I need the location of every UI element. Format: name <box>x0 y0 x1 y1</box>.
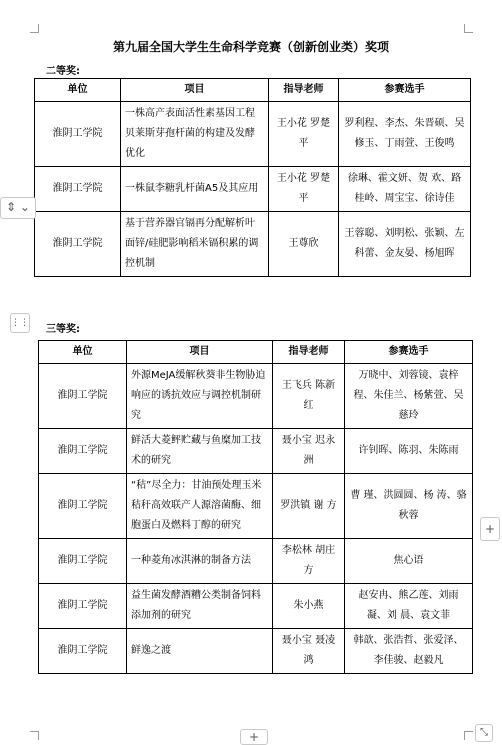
cell-players: 万晓中、刘蓉镜、袁梓程、朱佳兰、杨紫萱、吴慈玲 <box>345 364 473 429</box>
cell-teacher: 王尊欣 <box>269 212 339 277</box>
cell-unit: 淮阴工学院 <box>39 584 127 629</box>
table-row <box>39 364 473 429</box>
second-prize-table <box>34 78 471 277</box>
cell-unit: 淮阴工学院 <box>35 167 121 212</box>
cell-players: 罗利程、李杰、朱晋硕、吴修玉、丁雨萱、王俊鸣 <box>339 102 471 167</box>
cell-players: 王蓉聪、刘明松、张颖、左科蕾、金友晏、杨旭晖 <box>339 212 471 277</box>
plus-icon: + <box>248 730 260 744</box>
second-prize-label: 二等奖: <box>46 66 80 77</box>
cell-unit: 淮阴工学院 <box>39 364 127 429</box>
header-project: 项目 <box>127 341 273 364</box>
cell-project: 一株高产表面活性素基因工程贝莱斯芽孢杆菌的构建及发酵优化 <box>121 102 269 167</box>
cell-teacher: 王小花 罗楚平 <box>269 102 339 167</box>
cell-teacher: 李松林 胡庄方 <box>273 539 345 584</box>
cell-players: 韩歆、张浩哲、张爱泽、李佳骏、赵毅凡 <box>345 629 473 674</box>
table-row <box>35 212 471 277</box>
table-row <box>39 539 473 584</box>
resize-corner-icon: ⤡ <box>480 727 488 738</box>
cell-players: 焦心语 <box>345 539 473 584</box>
table-header-row <box>39 341 473 364</box>
plus-icon: + <box>484 522 496 536</box>
header-project: 项目 <box>121 79 269 102</box>
document-title: 第九届全国大学生生命科学竞赛（创新创业类）奖项 <box>112 40 389 54</box>
cell-unit: 淮阴工学院 <box>39 629 127 674</box>
page-corner-top-right <box>464 24 473 33</box>
table-row <box>35 167 471 212</box>
drag-icon: ⋮⋮ <box>11 318 29 328</box>
third-prize-label: 三等奖: <box>46 324 80 335</box>
cell-teacher: 罗洪镇 谢 方 <box>273 474 345 539</box>
cell-teacher: 王飞兵 陈新红 <box>273 364 345 429</box>
table-row <box>39 584 473 629</box>
table-header-row <box>35 79 471 102</box>
table-drag-handle[interactable] <box>10 313 30 333</box>
cell-unit: 淮阴工学院 <box>35 102 121 167</box>
cell-project: 鲜活大菱鲆贮藏与鱼糜加工技术的研究 <box>127 429 273 474</box>
cell-project: 一株鼠李糖乳杆菌A5及其应用 <box>121 167 269 212</box>
add-row-button[interactable] <box>240 729 268 745</box>
header-teacher: 指导老师 <box>273 341 345 364</box>
cell-project: 外源MeJA缓解秋葵非生物胁迫响应的诱抗效应与调控机制研究 <box>127 364 273 429</box>
cell-unit: 淮阴工学院 <box>39 474 127 539</box>
table-row <box>35 102 471 167</box>
cell-players: 徐琳、霍文妍、贺 欢、路桂岭、周宝宝、徐诗佳 <box>339 167 471 212</box>
cell-project: 基于营养器官镉再分配解析叶面锌/硅肥影响稻米镉积累的调控机制 <box>121 212 269 277</box>
chevron-down-icon: ⌄ <box>19 200 30 214</box>
cell-unit: 淮阴工学院 <box>39 539 127 584</box>
table-row <box>39 629 473 674</box>
third-prize-table <box>38 340 473 674</box>
row-resize-handle[interactable] <box>0 197 36 219</box>
header-teacher: 指导老师 <box>269 79 339 102</box>
add-column-button[interactable] <box>480 517 500 541</box>
page-corner-bottom-left <box>30 731 39 740</box>
cell-players: 曹 瑾、洪圆圆、杨 涛、骆秋蓉 <box>345 474 473 539</box>
cell-unit: 淮阴工学院 <box>35 212 121 277</box>
cell-players: 赵安冉、熊乙莲、刘雨凝、刘 晨、袁文菲 <box>345 584 473 629</box>
page-corner-bottom-right <box>464 731 473 740</box>
header-players: 参赛选手 <box>339 79 471 102</box>
cell-players: 许钊晖、陈羽、朱陈雨 <box>345 429 473 474</box>
cell-teacher: 王小花 罗楚平 <box>269 167 339 212</box>
table-row <box>39 474 473 539</box>
header-players: 参赛选手 <box>345 341 473 364</box>
header-unit: 单位 <box>35 79 121 102</box>
cell-project: 鲜逸之渡 <box>127 629 273 674</box>
cell-unit: 淮阴工学院 <box>39 429 127 474</box>
resize-icon: ⇕ <box>6 200 17 214</box>
cell-teacher: 朱小燕 <box>273 584 345 629</box>
header-unit: 单位 <box>39 341 127 364</box>
cell-project: “秸”尽全力：甘油预处理玉米秸秆高效联产人源溶菌酶、细胞蛋白及燃料丁醇的研究 <box>127 474 273 539</box>
page-corner-top-left <box>30 24 39 33</box>
cell-project: 益生菌发酵酒糟公类制备饲料添加剂的研究 <box>127 584 273 629</box>
table-resize-corner[interactable] <box>475 724 493 742</box>
table-row <box>39 429 473 474</box>
cell-project: 一种菱角冰淇淋的制备方法 <box>127 539 273 584</box>
cell-teacher: 聂小宝 迟永洲 <box>273 429 345 474</box>
cell-teacher: 聂小宝 聂凌鸿 <box>273 629 345 674</box>
